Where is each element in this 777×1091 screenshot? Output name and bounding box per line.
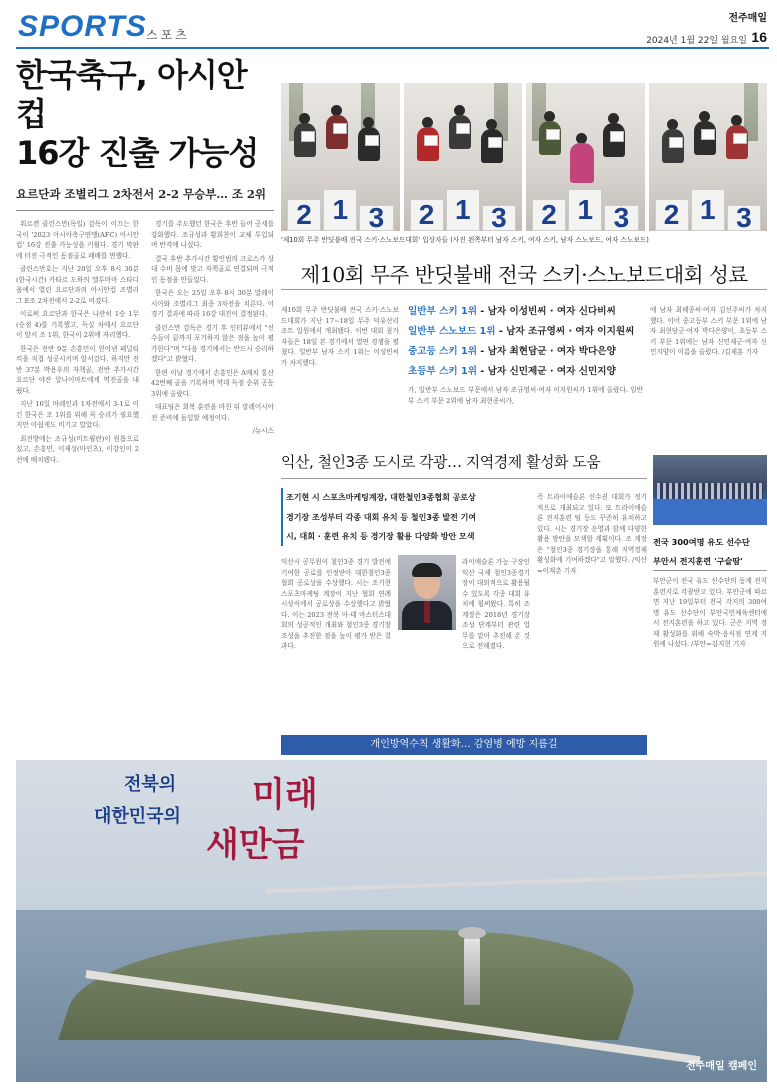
saemangeum-advertisement <box>16 760 767 1082</box>
podium-number: 1 <box>691 189 725 231</box>
ski-body-left: 제10회 무주 반딧불배 전국 스키·스노보드대회가 지난 17~18일 무주 덕유산리조트 일원에서 개최됐다. 이번 대회 참가자들은 18일 본 경기에서 열띤 경쟁을 펼쳤다. 일반부 남자 스키 1위는 이성빈씨가 차지했다. <box>281 306 399 367</box>
ski-photo-men-snowboard <box>526 83 645 231</box>
ski-result-winners: - 남자 이성빈씨 · 여자 신다비씨 <box>476 306 616 317</box>
ski-result-winners: - 남자 최현담군 · 여자 박다은양 <box>476 346 616 357</box>
page-header <box>0 0 777 52</box>
issue-date: 2024년 1월 22일 월요일 <box>646 36 747 46</box>
ski-result-row <box>408 342 643 362</box>
ski-body-right: 에 남자 최혜종씨·여자 김선주씨가 차지했다. 이어 중고등부 스키 부문 1위에 남자 최현담군·여자 박다은양이, 초등부 스키 부문 1위에는 남자 신민재군·여자 신민지양이 이름을 올렸다. /김재훈 기자 <box>650 306 767 356</box>
podium <box>532 189 639 231</box>
ski-divider <box>281 289 767 290</box>
ski-result-row <box>408 322 643 342</box>
ad-text-line3: 미래 <box>252 775 318 815</box>
iksan-divider <box>281 478 647 479</box>
lead-headline <box>16 56 274 173</box>
judo-headline <box>653 533 767 571</box>
portrait-photo <box>398 555 456 630</box>
podium-number: 3 <box>482 205 516 231</box>
ski-result-row <box>408 362 643 382</box>
podium-number: 3 <box>727 205 761 231</box>
iksan-headline: 익산, 철인3종 도시로 각광… 지역경제 활성화 도움 <box>281 453 601 471</box>
iksan-subhead: 경기장 조성부터 각종 대회 유치 등 철인3종 발전 기여 <box>286 512 477 522</box>
header-rule <box>16 47 769 49</box>
ski-result-category: 일반부 스키 1위 <box>408 306 477 317</box>
lead-byline: /뉴시스 <box>252 427 274 435</box>
section-title-ko: 스포츠 <box>146 28 190 42</box>
lead-body-col2 <box>151 219 274 468</box>
lead-divider <box>16 210 274 211</box>
podium-number: 2 <box>532 199 566 231</box>
lead-paragraph: 지난 16일 바레인과 1차전에서 3-1로 이긴 한국은 조 1위를 위해 꼭 승리가 필요했지만 아쉽게도 비기고 말았다. <box>16 400 139 429</box>
lead-headline-line2: 16강 진출 가능성 <box>16 134 259 172</box>
lead-paragraph: 이로써 요르단과 한국은 나란히 1승 1무(승점 4)를 기록했고, 득실 차에서 요르단이 앞서 조 1위, 한국이 2위에 자리했다. <box>16 310 139 339</box>
ski-body-middle: 가, 일반부 스노보드 부문에서 남자 조규영씨·여자 이지원씨가 1위에 올랐다. 일반부 스키 부문 2위에 남자 최현종씨가, <box>408 386 643 405</box>
ski-result-category: 일반부 스노보드 1위 <box>408 326 496 337</box>
iksan-body-col2: 라이애슬론 가능 구장인 익산 국제 철인3종경기장이 대외적으로 활용될 수 있도록 각종 대회 유치에 힘써왔다. 특히 조 계장은 2018년 경기장 조성 단계부터 관련 업무를 맡아 추진해 온 것으로 전해졌다. <box>462 558 530 650</box>
iksan-subhead: 시, 대회 · 훈련 유치 등 경기장 활용 다양화 방안 모색 <box>286 532 475 541</box>
iksan-body-col3: 즉 트라이애슬론 선수권 대회가 정기적으로 개최되고 있다. 또 트라이애슬론 전지훈련 팀 등도 꾸준히 유치하고 있다. 시는 경기장 운영과 함께 다양한 활용 방안을 모색할 계획이다. 조 계장은 "철인3종 경기장을 통해 지역경제 활성화에 기여하겠다"고 말했다. /익산=이재춘 기자 <box>537 493 647 575</box>
public-notice-banner: 개인방역수칙 생활화… 감염병 예방 지름길 <box>281 735 647 755</box>
ski-photo-women-snowboard <box>649 83 768 231</box>
ski-result-category: 중고등 스키 1위 <box>408 346 477 357</box>
podium-number: 2 <box>410 199 444 231</box>
iksan-accent-bar <box>281 488 283 546</box>
iksan-subhead: 조기현 시 스포츠마케팅계장, 대한철인3종협회 공로상 <box>286 493 476 502</box>
podium-number: 1 <box>446 189 480 231</box>
judo-headline-line2: 부안서 전지훈련 '구슬땀' <box>653 556 743 566</box>
lead-paragraph: 클린스만호는 지난 20일 오후 8시 30분(한국시간) 카타르 도하의 앨투마마 스타디움에서 열린 요르단과의 아시안컵 조별리그 E조 2차전에서 2-2로 비겼다. <box>16 265 139 305</box>
judo-divider <box>653 570 767 571</box>
podium-number: 1 <box>323 189 357 231</box>
podium-number: 3 <box>604 205 638 231</box>
lead-paragraph: 위르겐 클린스만(독일) 감독이 이끄는 한국이 '2023 아시아축구연맹(AFC) 아시안컵' 16강 진출 가능성을 키웠다. 경기 막판에 터진 극적인 동점골로 패배를 면했다. <box>16 220 139 260</box>
section-title-en: SPORTS <box>18 10 147 43</box>
ad-text-line4: 새만금 <box>206 825 305 865</box>
ad-tower <box>464 935 480 1005</box>
lead-paragraph: 경기를 주도했던 한국은 후반 들어 공세를 강화했다. 조규성과 황희찬이 교체 투입되며 반격에 나섰다. <box>151 220 274 249</box>
judo-training-photo <box>653 455 767 525</box>
podium-number: 3 <box>359 205 393 231</box>
lead-paragraph: 클린스만 감독은 경기 후 인터뷰에서 "선수들이 끝까지 포기하지 않은 점을 높이 평가한다"며 "다음 경기에서는 반드시 승리하겠다"고 밝혔다. <box>151 323 274 363</box>
podium <box>287 189 394 231</box>
lead-story <box>16 56 274 468</box>
ad-seawall <box>266 871 767 893</box>
lead-body <box>16 219 274 468</box>
lead-paragraph: 한국은 전반 9분 손흥민이 얻어낸 페널티킥을 직접 성공시키며 앞서갔다. 하지만 전반 37분 박용우의 자책골, 전반 추가시간 요르단 야잔 알나이마트에게 역전골을 내줬다. <box>16 344 139 395</box>
podium <box>410 189 517 231</box>
ski-result-row <box>408 302 643 322</box>
ski-result-winners: - 남자 신민제군 · 여자 신민지양 <box>476 366 616 377</box>
lead-paragraph: 결국 후반 추가시간 황인범의 크로스가 상대 수비 몸에 맞고 자책골로 연결되며 극적인 동점을 만들었다. <box>151 254 274 284</box>
lead-paragraph: 한편 이날 경기에서 손흥민은 A매치 통산 42번째 골을 기록하며 역대 득점 순위 공동 3위에 올랐다. <box>151 368 274 398</box>
podium-number: 1 <box>568 189 602 231</box>
podium <box>655 189 762 231</box>
ski-photo-caption: '제10회 무주 반딧불배 전국 스키·스노보드대회' 입상자들 (사진 왼쪽부터 남자 스키, 여자 스키, 남자 스노보드, 여자 스노보드) <box>281 236 649 244</box>
podium-number: 2 <box>287 199 321 231</box>
lead-paragraph: 최전방에는 조규성(미트윌란)이 원톱으로 섰고, 손흥민, 이재성(마인츠), 이강인이 2선에 배치됐다. <box>16 434 139 464</box>
newspaper-name: 전주매일 <box>728 13 767 24</box>
ski-photo-women-ski <box>404 83 523 231</box>
ski-results-box <box>408 302 643 382</box>
iksan-subheads <box>286 488 496 547</box>
ski-photo-men-ski <box>281 83 400 231</box>
lead-body-col1 <box>16 219 139 468</box>
ad-sponsor: 전주매일 캠페인 <box>685 1061 757 1072</box>
ad-text-line2: 대한민국의 <box>94 806 181 827</box>
ski-headline: 제10회 무주 반딧불배 전국 스키·스노보드대회 성료 <box>300 263 748 287</box>
lead-paragraph: 한국은 오는 25일 오후 8시 30분 말레이시아와 조별리그 최종 3차전을 치른다. 이 경기 결과에 따라 16강 대진이 결정된다. <box>151 289 274 318</box>
judo-headline-line1: 전국 300여명 유도 선수단 <box>653 537 750 547</box>
judo-body: 부안군이 전국 유도 선수단의 동계 전지훈련지로 각광받고 있다. 부안군에 따르면 지난 19일부터 전국 각지의 300여명 유도 선수단이 부안국민체육센터에서 전지훈련을 하고 있다. 군은 지역 경제 활성화를 위해 숙박·음식점 연계 지원에 나섰다. /부안=김지현 기자 <box>653 577 767 648</box>
ski-photo-strip <box>281 83 767 231</box>
lead-headline-line1: 한국축구, 아시안컵 <box>16 56 247 133</box>
lead-subheadline: 요르단과 조별리그 2차전서 2-2 무승부… 조 2위 <box>16 187 267 201</box>
ski-result-winners: - 남자 조규영씨 · 여자 이지원씨 <box>495 326 635 337</box>
page-number: 16 <box>751 29 767 45</box>
lead-paragraph: 대표팀은 회복 훈련을 마친 뒤 말레이시아전 준비에 돌입할 예정이다. <box>151 403 274 422</box>
ad-text-line1: 전북의 <box>124 774 177 795</box>
podium-number: 2 <box>655 199 689 231</box>
iksan-body-col1: 익산시 공무원이 철인3종 경기 발전에 기여한 공로를 인정받아 대한철인3종협회 공로상을 수상했다. 시는 조기현 스포츠마케팅 계장이 지난 협회 연례 시상식에서 공로상을 수상했다고 밝혔다. 이는 2023 전북 아·태 마스터스대회의 성공적인 개최와 철인3종 경기장 조성을 추진한 점을 높이 평가 받은 결과다. <box>281 558 391 650</box>
ski-result-category: 초등부 스키 1위 <box>408 366 477 377</box>
